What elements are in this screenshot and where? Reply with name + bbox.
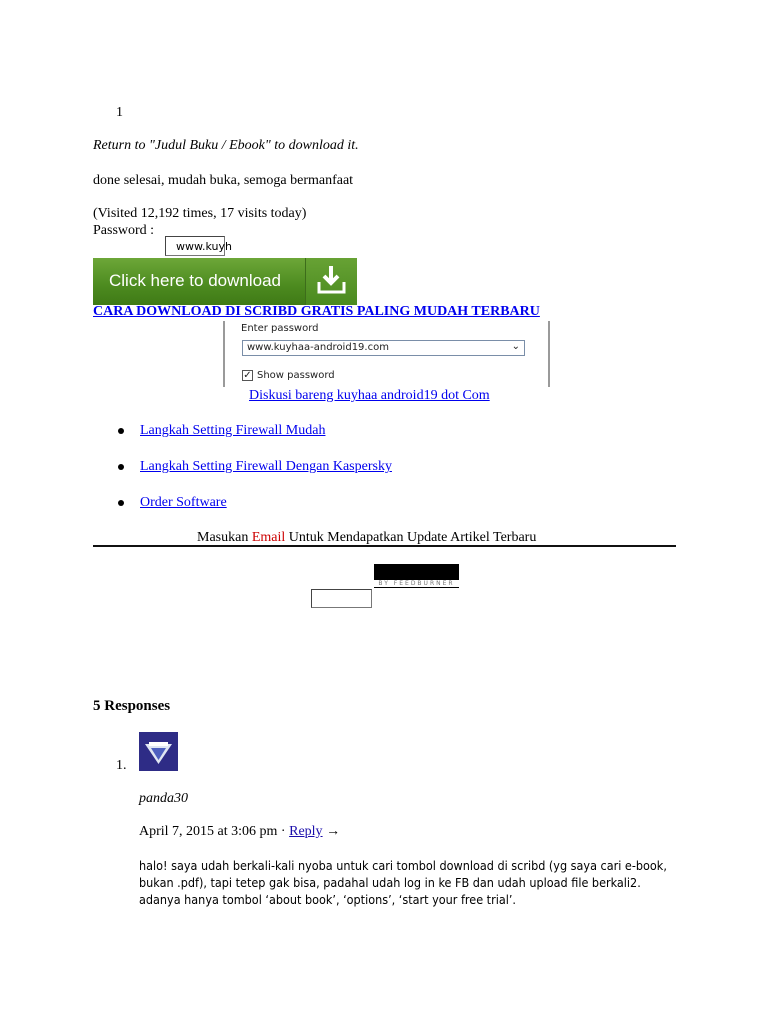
password-field[interactable]: www.kuyh <box>165 236 225 256</box>
password-select-value: www.kuyhaa-android19.com <box>247 342 389 353</box>
download-icon <box>305 258 357 305</box>
avatar <box>139 732 178 771</box>
divider <box>93 545 676 547</box>
link-firewall-mudah[interactable]: Langkah Setting Firewall Mudah <box>140 423 326 438</box>
show-password-label: Show password <box>257 370 335 381</box>
reply-arrow-icon: → <box>322 824 341 839</box>
comment-body: halo! saya udah berkali-kali nyoba untuk cari tombol download di scribd (yg saya cari e-book, bukan .pdf), tapi tetep gak bisa, padahal udah log in ke FB dan udah upload file berkali2. adanya hanya tombol ‘about book’, ‘options’, ‘start your free trial’. <box>139 858 667 907</box>
cara-download-link[interactable]: CARA DOWNLOAD DI SCRIBD GRATIS PALING MUDAH TERBARU <box>93 304 540 319</box>
chevron-down-icon: ⌄ <box>511 341 520 352</box>
subscribe-prefix: Masukan <box>197 530 252 545</box>
responses-title: 5 Responses <box>93 698 171 714</box>
visit-counter: (Visited 12,192 times, 17 visits today) <box>93 206 307 221</box>
comment-author: panda30 <box>139 791 188 806</box>
diskusi-link[interactable]: Diskusi bareng kuyhaa android19 dot Com <box>249 388 490 403</box>
email-subscribe-input[interactable] <box>311 589 372 608</box>
download-button[interactable] <box>93 258 356 305</box>
subscribe-suffix: Untuk Mendapatkan Update Artikel Terbaru <box>285 530 537 545</box>
link-order-software[interactable]: Order Software <box>140 495 227 510</box>
return-note: Return to "Judul Buku / Ebook" to download it. <box>93 138 359 153</box>
comment-meta <box>139 824 340 840</box>
done-text: done selesai, mudah buka, semoga bermanfaat <box>93 173 354 188</box>
feedburner-label: BY FEEDBURNER <box>374 580 459 587</box>
show-password-checkbox: ✓ <box>243 370 252 381</box>
related-links <box>118 423 392 531</box>
subscribe-email-word: Email <box>251 530 286 545</box>
link-firewall-kaspersky[interactable]: Langkah Setting Firewall Dengan Kaspersky <box>140 459 392 474</box>
list-item <box>118 495 392 531</box>
comment-date: April 7, 2015 at 3:06 pm · <box>139 824 290 839</box>
download-button-label: Click here to download <box>109 271 281 290</box>
page-number: 1 <box>116 105 123 120</box>
comment-number: 1. <box>116 758 127 773</box>
password-label: Password : <box>93 223 155 238</box>
reply-link[interactable]: Reply <box>289 824 323 839</box>
subscribe-heading <box>197 530 536 546</box>
password-select <box>242 340 525 356</box>
list-item <box>118 459 392 495</box>
list-item <box>118 423 392 459</box>
password-screenshot <box>223 321 550 387</box>
enter-password-label: Enter password <box>241 323 319 334</box>
